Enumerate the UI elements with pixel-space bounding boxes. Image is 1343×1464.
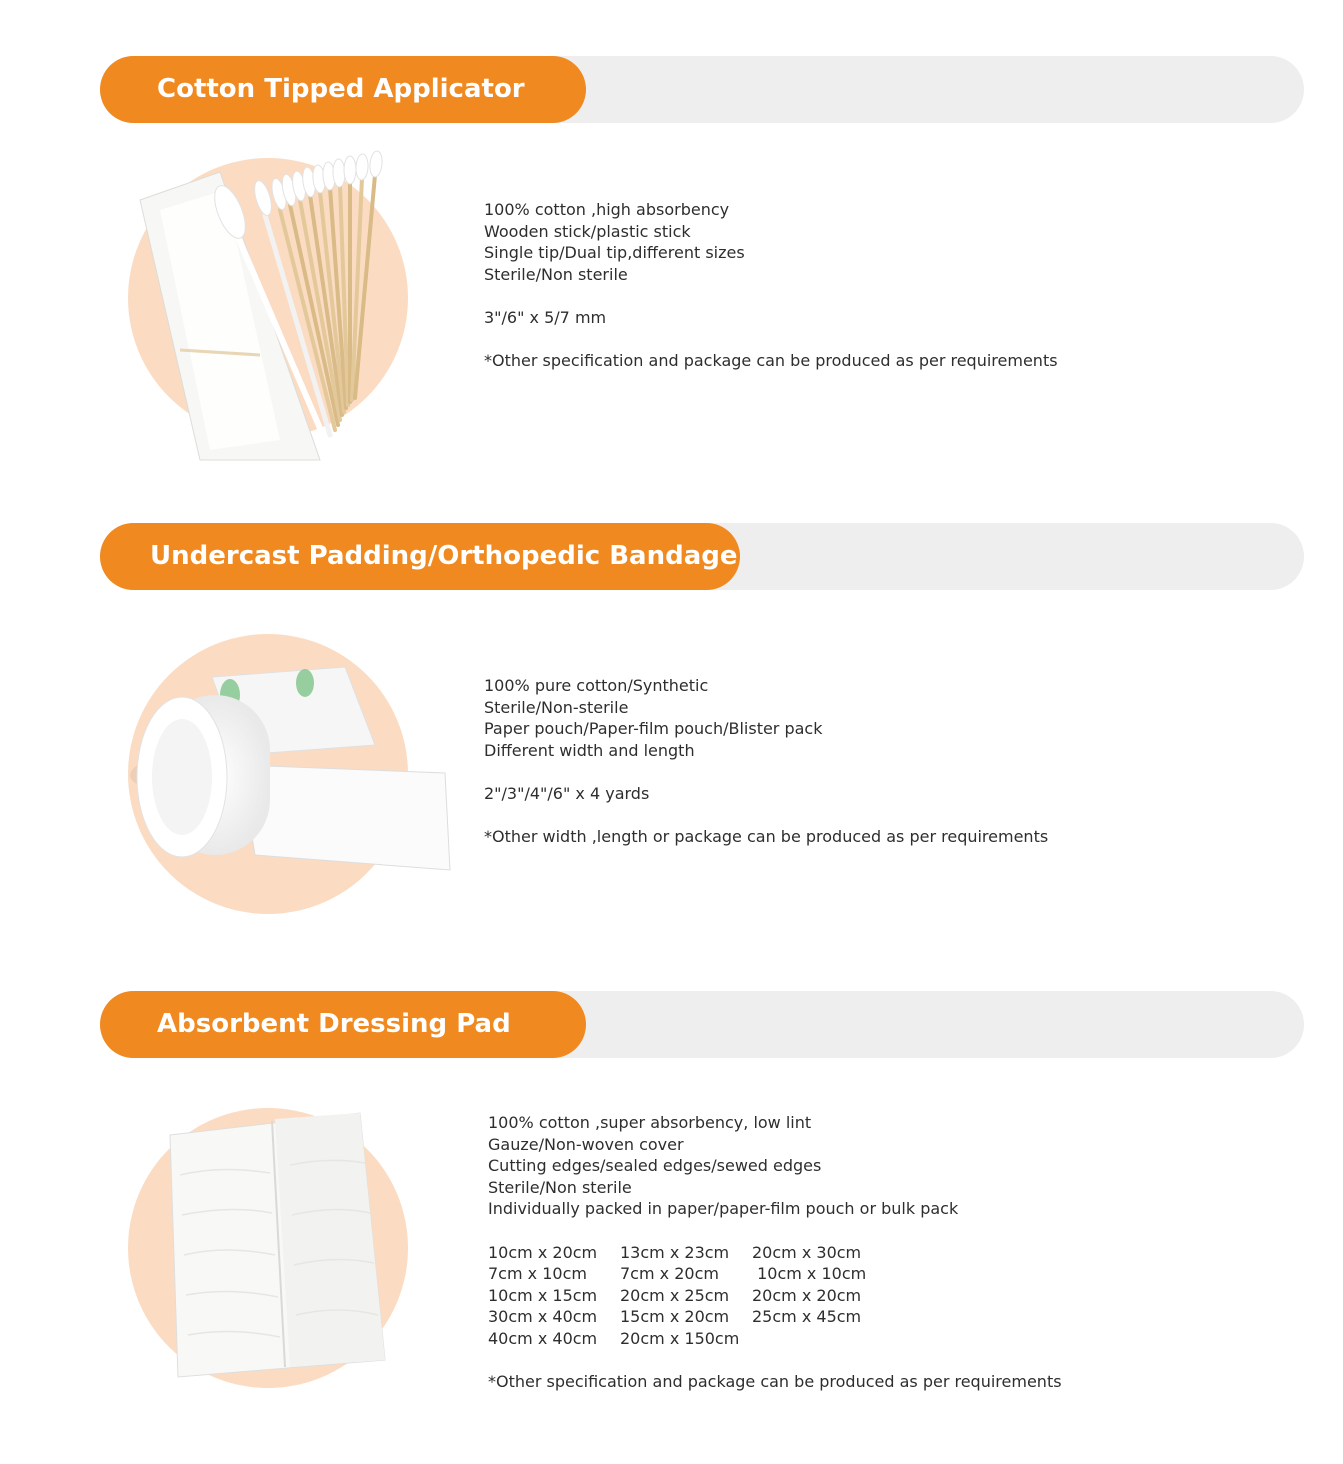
size-cell: 10cm x 10cm: [752, 1264, 867, 1284]
product-description: [484, 199, 1058, 372]
size-cell: 13cm x 23cm: [620, 1242, 730, 1262]
product-description: [488, 1112, 1062, 1393]
size-cell: 25cm x 45cm: [752, 1307, 862, 1327]
feature-line: Single tip/Dual tip,different sizes: [484, 243, 745, 263]
size-cell: 10cm x 20cm: [488, 1242, 598, 1262]
feature-line: Paper pouch/Paper-film pouch/Blister pack: [484, 719, 823, 739]
size-cell: 20cm x 150cm: [620, 1328, 740, 1348]
section-title: Undercast Padding/Orthopedic Bandage: [100, 523, 740, 590]
dressing-pad-image: [160, 1105, 400, 1385]
feature-line: 100% cotton ,super absorbency, low lint: [488, 1113, 812, 1132]
size-cell: 30cm x 40cm: [488, 1307, 598, 1327]
size-cell: 40cm x 40cm: [488, 1328, 598, 1348]
section-title: Absorbent Dressing Pad: [100, 991, 586, 1058]
feature-line: Sterile/Non sterile: [488, 1177, 632, 1197]
feature-line: Individually packed in paper/paper-film pouch or bulk pack: [488, 1199, 959, 1219]
size-table: [488, 1242, 1062, 1350]
product-description: [484, 675, 1048, 848]
feature-line: 100% cotton ,high absorbency: [484, 200, 730, 219]
requirements-note: *Other width ,length or package can be produced as per requirements: [484, 827, 1049, 847]
feature-line: Sterile/Non-sterile: [484, 697, 629, 717]
size-cell: 20cm x 25cm: [620, 1285, 730, 1305]
size-cell: 7cm x 20cm: [620, 1264, 719, 1284]
cotton-applicator-image: [130, 150, 410, 470]
size-spec: 3"/6" x 5/7 mm: [484, 307, 607, 327]
feature-line: Different width and length: [484, 740, 695, 760]
requirements-note: *Other specification and package can be produced as per requirements: [484, 351, 1058, 371]
feature-line: Cutting edges/sealed edges/sewed edges: [488, 1156, 822, 1176]
size-cell: 10cm x 15cm: [488, 1285, 598, 1305]
feature-line: Sterile/Non sterile: [484, 264, 628, 284]
size-cell: 20cm x 20cm: [752, 1285, 862, 1305]
size-cell: 15cm x 20cm: [620, 1307, 730, 1327]
feature-line: 100% pure cotton/Synthetic: [484, 676, 709, 695]
size-cell: [752, 1328, 884, 1350]
bandage-roll-image: [120, 655, 460, 885]
size-spec: 2"/3"/4"/6" x 4 yards: [484, 783, 650, 803]
feature-line: Wooden stick/plastic stick: [484, 221, 691, 241]
size-cell: 7cm x 10cm: [488, 1264, 587, 1284]
section-title: Cotton Tipped Applicator: [100, 56, 586, 123]
requirements-note: *Other specification and package can be produced as per requirements: [488, 1372, 1062, 1392]
size-cell: 20cm x 30cm: [752, 1242, 862, 1262]
feature-line: Gauze/Non-woven cover: [488, 1134, 684, 1154]
